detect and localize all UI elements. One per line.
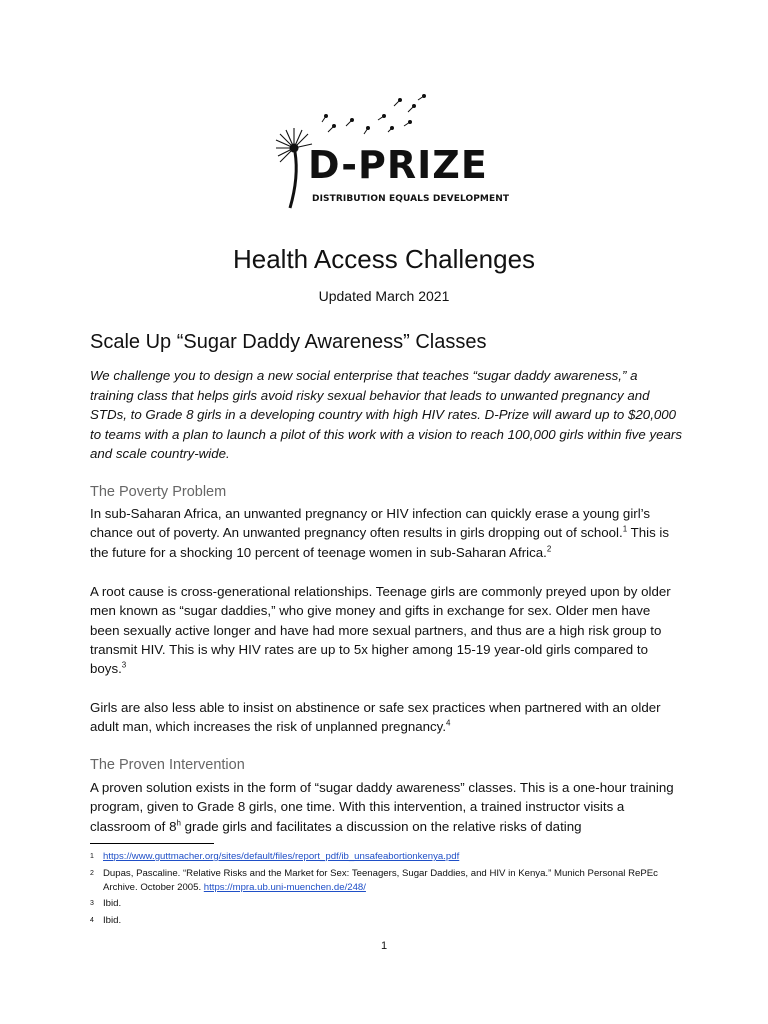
- footnote-1: 1 https://www.guttmacher.org/sites/default/files/report_pdf/ib_unsafeabortionkenya.pdf: [90, 851, 460, 862]
- page-title: Health Access Challenges: [232, 244, 536, 274]
- d-prize-logo: [268, 92, 510, 212]
- footnote-divider: [90, 843, 214, 844]
- page-number: 1: [380, 940, 388, 952]
- logo-wordmark: D-PRIZE: [308, 143, 488, 187]
- footnote-2: 2 Dupas, Pascaline. “Relative Risks and the Market for Sex: Teenagers, Sugar Daddies, and HIV in Kenya.” Munich Personal RePEc Archive. October 2005. https://mpra.ub.uni-muenchen.de/248/: [90, 868, 658, 893]
- footnote-3: 3 Ibid.: [90, 898, 122, 909]
- poverty-paragraph-2: A root cause is cross-generational relationships. Teenage girls are commonly preyed upon by older men known as “sugar daddies,” who give money and gifts in exchange for sex. Older men have been sexually active longer and have had more sexual partners, and thus are a high risk group to transmit HIV. This is why HIV rates are up to 5x higher among 15-19 year-old girls compared to boys.$^3$: [90, 584, 671, 677]
- poverty-paragraph-3: Girls are also less able to insist on abstinence or safe sex practices when partnered with an older adult man, which increases the risk of unplanned pregnancy.$^4$: [90, 700, 661, 735]
- updated-date: Updated March 2021: [318, 288, 450, 304]
- poverty-heading: The Poverty Problem: [90, 484, 227, 500]
- intervention-paragraph-1: A proven solution exists in the form of “sugar daddy awareness” classes. This is a one-hour training program, given to Grade 8 girls, one time. With this intervention, a trained instructor visits a classroom of 8$^h$ grade girls and facilitates a discussion on the relative risks of dating: [90, 780, 674, 834]
- intervention-heading: The Proven Intervention: [90, 757, 245, 773]
- challenge-heading: Scale Up “Sugar Daddy Awareness” Classes: [90, 331, 487, 353]
- logo-tagline: DISTRIBUTION EQUALS DEVELOPMENT: [312, 194, 510, 204]
- footnote-4: 4 Ibid.: [90, 915, 122, 926]
- footnote-2-link[interactable]: https://mpra.ub.uni-muenchen.de/248/: [203, 882, 366, 893]
- footnote-1-link[interactable]: https://www.guttmacher.org/sites/default/files/report_pdf/ib_unsafeabortionkenya.pdf: [103, 851, 460, 862]
- intro-paragraph: We challenge you to design a new social enterprise that teaches “sugar daddy awareness,” a training class that helps girls avoid risky sexual behavior that leads to unwanted pregnancy and STDs, to Grade 8 girls in a developing country with high HIV rates. D-Prize will award up to $20,000 to teams with a plan to launch a pilot of this work with a vision to reach 100,000 girls within five years and scale country-wide.: [90, 368, 683, 461]
- footnote-ref-2[interactable]: 2: [546, 544, 552, 554]
- footnote-ref-1[interactable]: 1: [622, 524, 628, 534]
- poverty-paragraph-1: In sub-Saharan Africa, an unwanted pregnancy or HIV infection can quickly erase a young girl’s chance out of poverty. An unwanted pregnancy often results in girls dropping out of school.$^1$ This is the future for a shocking 10 percent of teenage women in sub-Saharan Africa.$^2$: [90, 506, 670, 560]
- footnote-ref-3[interactable]: 3: [121, 660, 127, 670]
- footnote-ref-4[interactable]: 4: [446, 718, 451, 728]
